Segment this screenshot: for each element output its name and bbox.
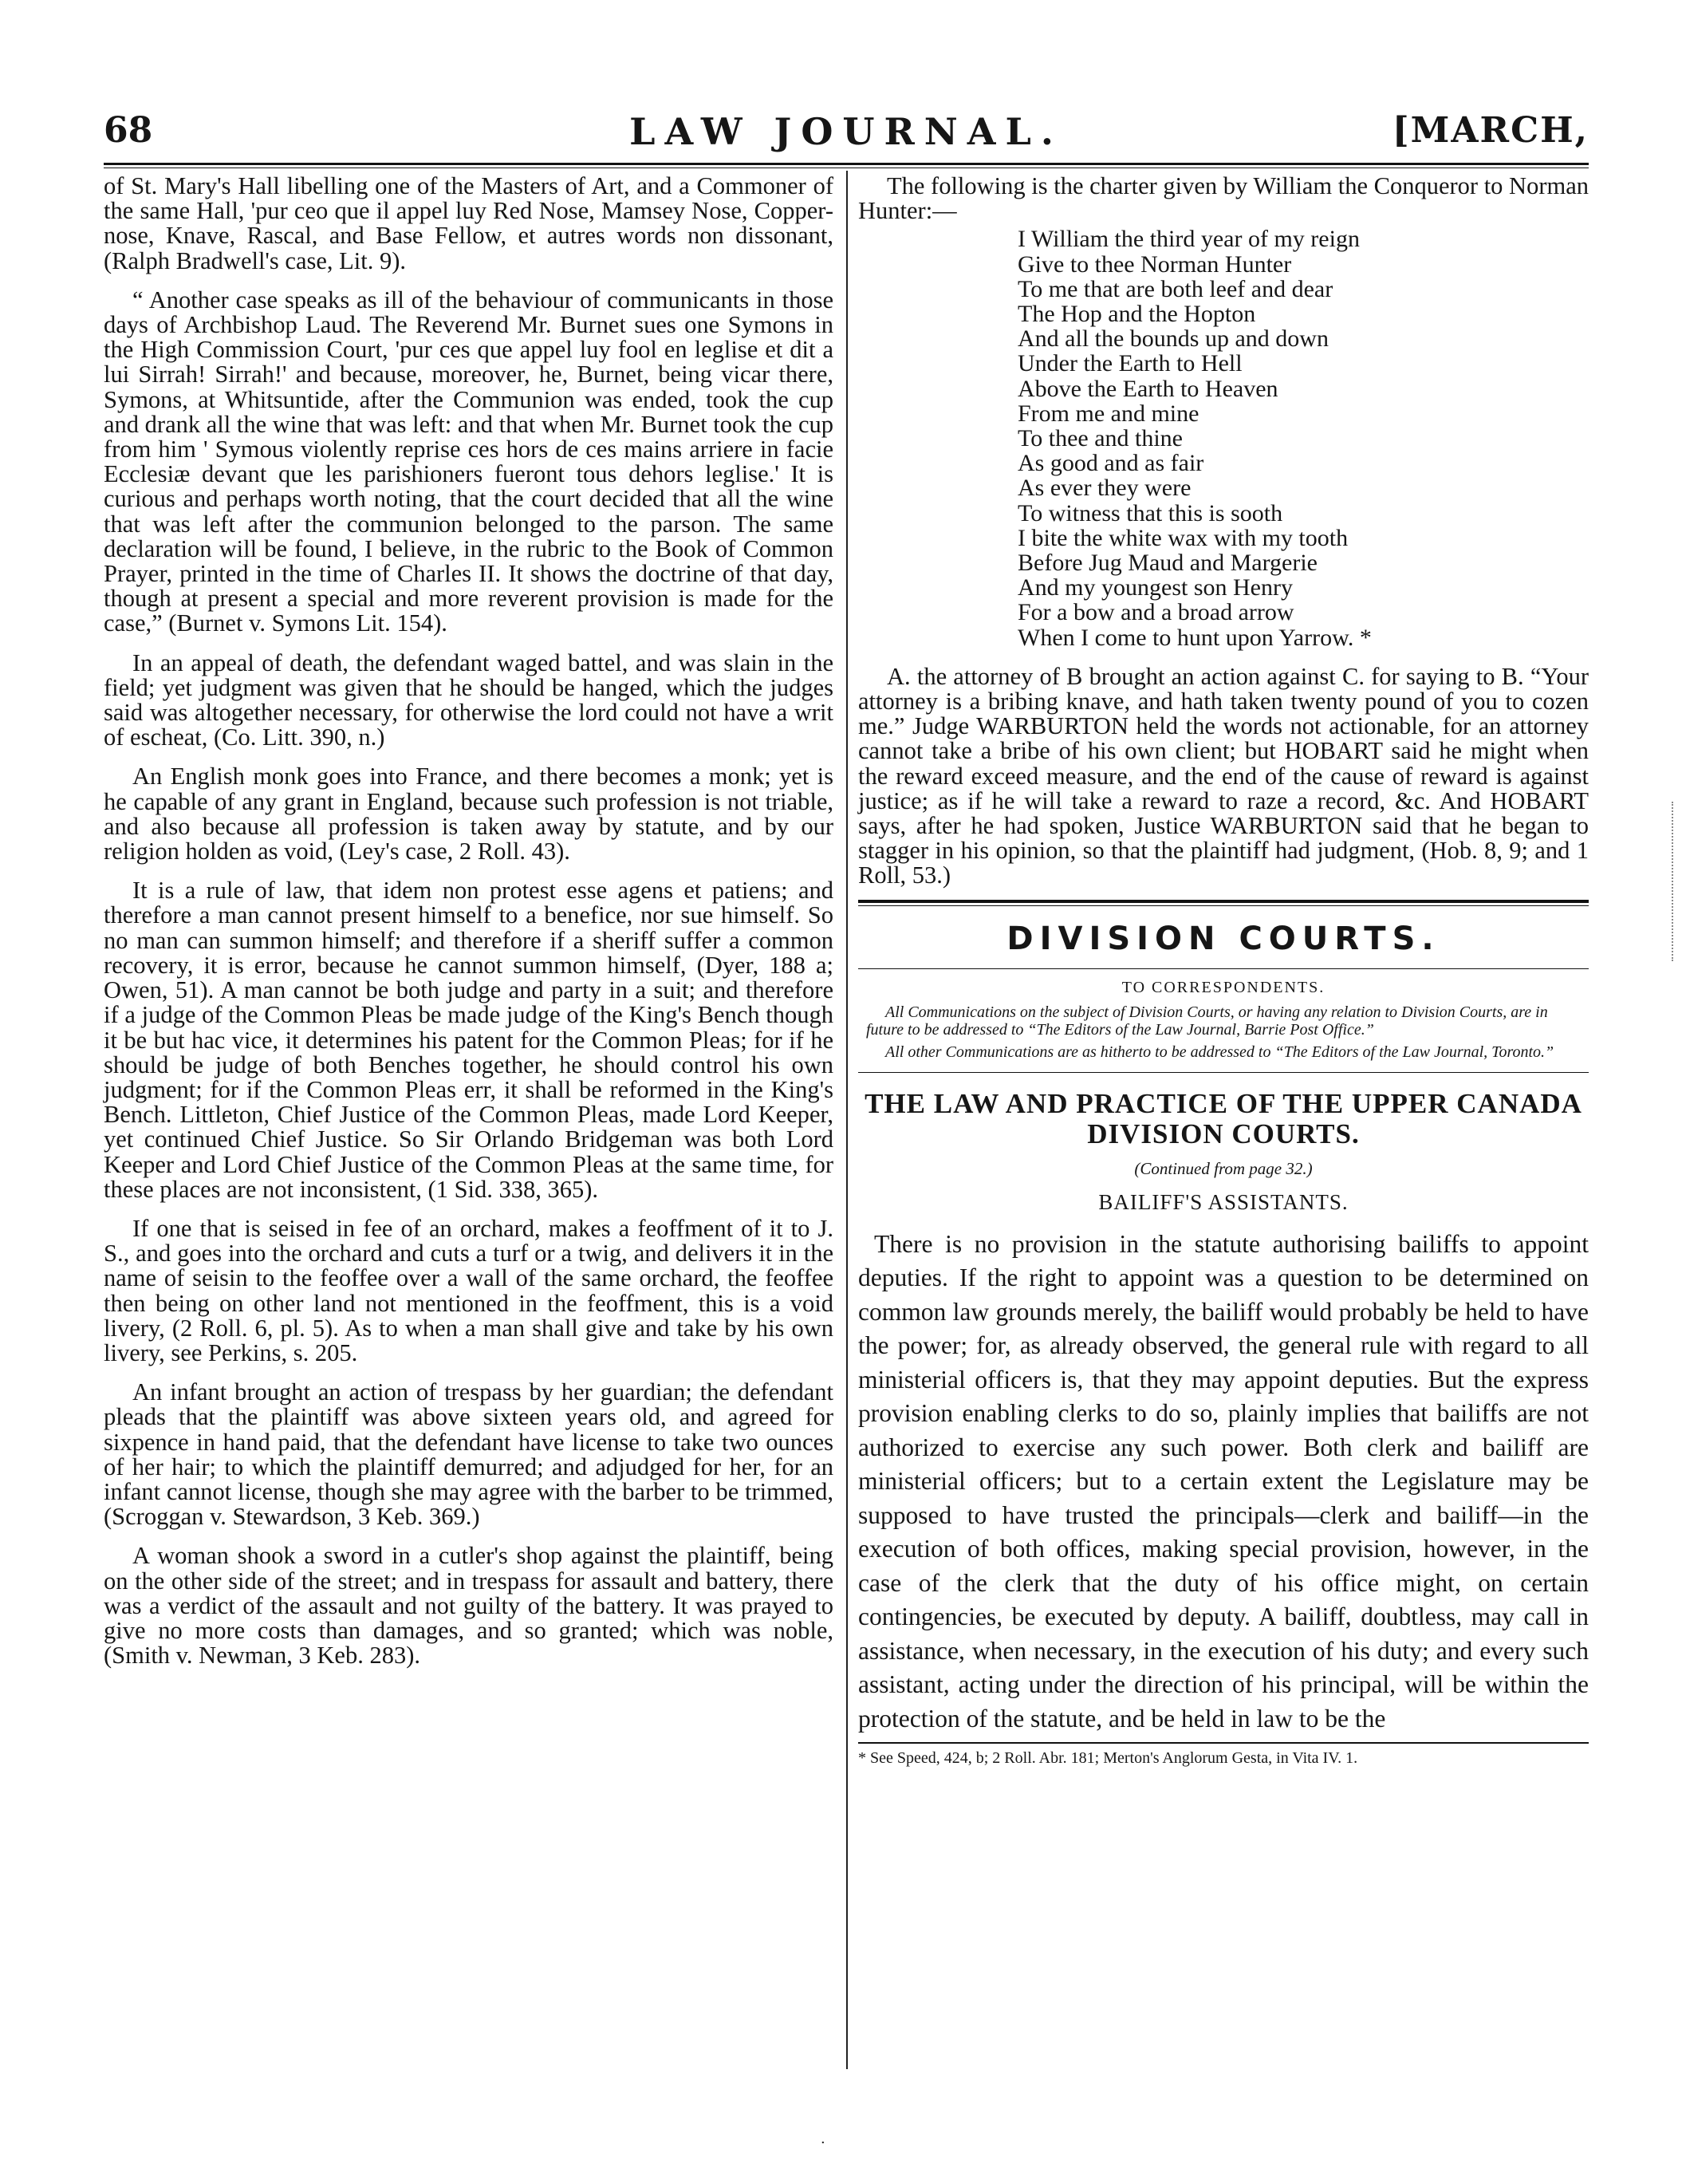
poem-line: And all the bounds up and down <box>1018 325 1329 353</box>
poem-line: Before Jug Maud and Margerie <box>1018 550 1318 577</box>
article-rule <box>858 1072 1589 1073</box>
correspondents-title: TO CORRESPONDENTS. <box>1121 978 1326 996</box>
page-mark: · <box>821 2135 825 2151</box>
article-subhead: BAILIFF'S ASSISTANTS. <box>1098 1189 1349 1214</box>
running-title: LAW JOURNAL. <box>629 110 1063 153</box>
poem-line: Under the Earth to Hell <box>1018 350 1243 377</box>
section-title-rule <box>858 968 1589 969</box>
scan-edge-marks <box>1672 802 1678 961</box>
poem-line: For a bow and a broad arrow <box>1018 599 1294 626</box>
paragraph-appeal-of-death: In an appeal of death, the defendant waged battel, and was slain in the field; yet judgment was given that he should be hanged, which the judges said was altogether necessary, for otherwise the lord could not have a writ of escheat, (Co. Litt. 390, n.) <box>104 648 833 751</box>
continued-note: (Continued from page 32.) <box>1134 1158 1313 1178</box>
poem-line: To thee and thine <box>1018 425 1183 452</box>
charter-poem <box>1018 227 1589 649</box>
poem-line: I bite the white wax with my tooth <box>1018 524 1349 551</box>
poem-line: The Hop and the Hopton <box>1018 301 1256 328</box>
paragraph-agens-patiens: It is a rule of law, that idem non protest esse agens et patiens; and therefore a man cannot present himself to a benefice, nor sue himself. So no man can summon himself; and therefore if a sheriff suffer a common recovery, it is error, because he cannot summon himself, (Dyer, 188 a; Owen, 51). A man cannot be both judge and party in a suit; and therefore if a judge of the Common Pleas be made judge of the King's Bench though it be but hac vice, it determines his patent for the Common Pleas; for if he should be judge of both Benches together, he should control his own judgment; for if the Common Pleas err, it shall be reformed in the King's Bench. Littleton, Chief Justice of the Common Pleas, made Lord Keeper, yet continued Chief Justice. So Sir Orlando Bridgeman was both Lord Keeper and Lord Chief Justice of the Common Pleas at the same time, for these places are not inconsistent, (1 Sid. 338, 365). <box>104 877 833 1203</box>
paragraph-warburton: A. the attorney of B brought an action against C. for saying to B. “Your attorney is a bribing knave, and hath taken twenty pound of you to cozen me.” Judge WARBURTON held the words not actionable, for an attorney cannot take a bribe of his own client; but HOBART said he might when the reward exceed measure, and the end of the cause of reward is against justice; as if he will take a reward to raze a record, &c. And HOBART says, after he had spoken, Justice WARBURTON said that he began to stagger in his opinion, so that the plaintiff had judgment, (Hob. 8, 9; and 1 Roll, 53.) <box>858 662 1589 889</box>
article-body: There is no provision in the statute authorising bailiffs to appoint deputies. If the right to appoint was a question to be determined on common law grounds merely, the bailiff would probably be held to have the power; for, as already observed, the general rule with regard to all ministerial officers is, that they may appoint deputies. But the express provision enabling clerks to do so, plainly implies that bailiffs are not authorized to exercise any such power. Both clerk and bailiff are ministerial officers; but to a certain extent the Legislature may be supposed to have trusted the principals—clerk and bailiff—in the execution of both offices, making special provision, however, in the case of the clerk that the duty of his office might, on certain contingencies, be executed by deputy. A bailiff, doubtless, may call in assistance, when necessary, in the execution of his duty; and every such assistant, acting under the direction of his principal, will be within the protection of the statute, and be held in law to be the <box>858 1229 1589 1733</box>
right-column <box>858 174 1589 1768</box>
section-rule <box>858 900 1589 908</box>
paragraph-bradwell: of St. Mary's Hall libelling one of the Masters of Art, and a Commoner of the same Hall, 'pur ceo que il appel luy Red Nose, Mamsey Nose, Copper-nose, Knave, Rascal, and Base Fellow, et autres words non dissonant, (Ralph Bradwell's case, Lit. 9). <box>104 172 833 274</box>
paragraph-infant: An infant brought an action of trespass by her guardian; the defendant pleads that the plaintiff was above sixteen years old, and agreed for sixpence in hand paid, that the defendant have license to take two ounces of her hair; to which the plaintiff demurred; and adjudged for her, for an infant cannot license, though she may agree with the barber to be trimmed, (Scroggan v. Stewardson, 3 Keb. 369.) <box>104 1378 833 1531</box>
page-number: 68 <box>104 110 153 151</box>
correspondents-note: All Communications on the subject of Division Courts, or having any relation to Division Courts, are in future to be addressed to “The Editors of the Law Journal, Barrie Post Office.” <box>866 1003 1548 1039</box>
left-column <box>104 174 833 1682</box>
poem-line: Give to thee Norman Hunter <box>1018 250 1292 278</box>
footnote: * See Speed, 424, b; 2 Roll. Abr. 181; Merton's Anglorum Gesta, in Vita IV. 1. <box>858 1742 1589 1768</box>
column-divider <box>846 171 848 2069</box>
poem-line: As ever they were <box>1018 475 1192 502</box>
paragraph-orchard: If one that is seised in fee of an orchard, makes a feoffment of it to J. S., and goes into the orchard and cuts a turf or a twig, and delivers it in the name of seisin to the feoffee over a wall of the same orchard, the feoffee then being on other land not mentioned in the feoffment, this is a void livery, (2 Roll. 6, pl. 5). As to when a man shall give and take by his own livery, see Perkins, s. 205. <box>104 1214 833 1366</box>
paragraph-english-monk: An English monk goes into France, and there becomes a monk; yet is he capable of any grant in England, because such profession is not triable, and also because all profession is taken away by statute, and by our religion holden as void, (Ley's case, 2 Roll. 43). <box>104 763 833 865</box>
charter-intro: The following is the charter given by William the Conqueror to Norman Hunter:— <box>858 172 1589 225</box>
article-title: THE LAW AND PRACTICE OF THE UPPER CANADA DIVISION COURTS. <box>865 1087 1582 1149</box>
correspondents-note: All other Communications are as hitherto to be addressed to “The Editors of the Law Journal, Toronto.” <box>885 1043 1554 1061</box>
poem-line: From me and mine <box>1018 400 1199 427</box>
page-header <box>104 110 1589 158</box>
paragraph-burnet: “ Another case speaks as ill of the behaviour of communicants in those days of Archbishop Laud. The Reverend Mr. Burnet sues one Symons in the High Commission Court, 'pur ces que appel luy fool en leglise et dit a lui Sirrah! Sirrah!' and because, moreover, he, Burnet, being vicar there, Symons, at Whitsuntide, after the Communion was ended, took the cup and drank all the wine that was left: and that when Mr. Burnet took the cup from him ' Symous violently reprise ces hors de ces mains arriere in facie Ecclesiæ devant que les parishioners fueront tous dehors leglise.' It is curious and perhaps worth noting, that the court decided that all the wine that was left after the communion belonged to the parson. The same declaration will be found, I believe, in the rubric to the Book of Common Prayer, printed in the time of Charles II. It shows the doctrine of that day, though at present a special and more reverent provision is made for the case,” (Burnet v. Symons Lit. 154). <box>104 286 833 637</box>
poem-line: I William the third year of my reign <box>1018 226 1360 253</box>
paragraph-sword: A woman shook a sword in a cutler's shop against the plaintiff, being on the other side of the street; and in trespass for assault and battery, there was a verdict of the assault and not guilty of the battery. It was prayed to give no more costs than damages, and so granted; which was noble, (Smith v. Newman, 3 Keb. 283). <box>104 1542 833 1670</box>
running-month: [MARCH, <box>1392 110 1589 151</box>
poem-line: To witness that this is sooth <box>1018 499 1283 526</box>
poem-line: To me that are both leef and dear <box>1018 275 1333 302</box>
poem-line: When I come to hunt upon Yarrow. * <box>1018 624 1372 651</box>
header-rule <box>104 163 1589 165</box>
poem-line: Above the Earth to Heaven <box>1018 375 1278 402</box>
poem-line: As good and as fair <box>1018 450 1204 477</box>
poem-line: And my youngest son Henry <box>1018 574 1293 601</box>
section-title: DIVISION COURTS. <box>1006 920 1440 957</box>
